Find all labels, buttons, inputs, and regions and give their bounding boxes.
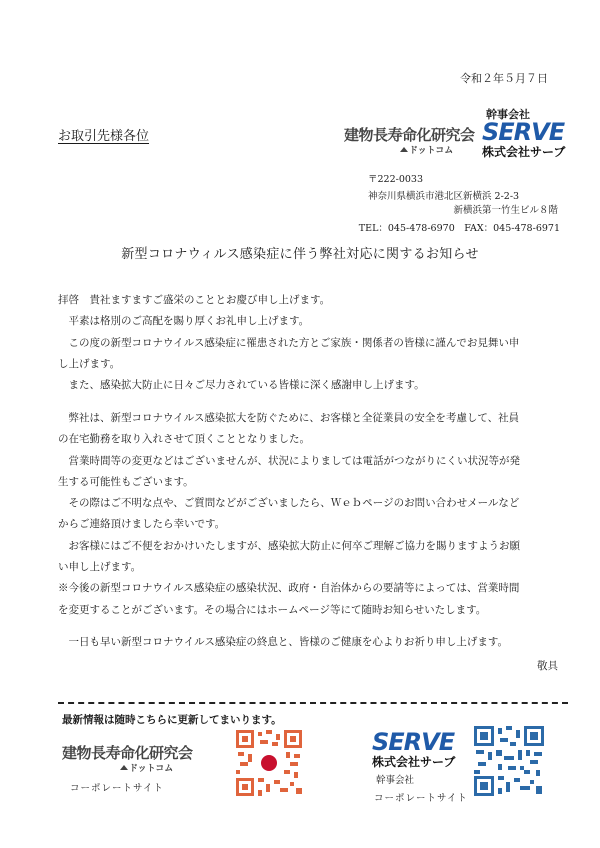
body-line: 平素は格別のご高配を賜り厚くお礼申し上げます。 [58, 315, 310, 328]
footer-org-sub [120, 761, 173, 774]
org-logo-name: 建物長寿命化研究会 [344, 126, 475, 144]
footer-org-sub-text: ドットコム [129, 764, 174, 774]
body-line: し上げます。 [58, 357, 121, 370]
document-date: 令和２年５月７日 [460, 72, 548, 85]
body-line: の在宅勤務を取り入れさせて頂くこととなりました。 [58, 433, 310, 446]
closing-word: 敬具 [537, 660, 558, 672]
body-line: を変更することがございます。その場合にはホームページ等にて随時お知らせいたします。 [58, 603, 487, 616]
org-logo-sub-text: ドットコム [409, 146, 454, 156]
serve-wordmark: SERVE [482, 118, 565, 146]
body-line: お客様にはご不便をおかけいたしますが、感染拡大防止に何卒ご理解ご協力を賜りますようお願 [58, 539, 520, 552]
footer-secretariat-label: 幹事会社 [376, 775, 415, 786]
main-body-block [58, 408, 558, 621]
org-corporate-site-label[interactable]: コーポレートサイト [70, 783, 164, 794]
body-line: 拝啓 貴社ますますご盛栄のこととお慶び申し上げます。 [58, 294, 331, 306]
org-qr-code[interactable] [236, 730, 302, 796]
body-line: からご連絡頂けましたら幸いです。 [58, 518, 226, 531]
footer-divider [58, 702, 568, 704]
address-line2: 新横浜第一竹生ビル８階 [453, 205, 558, 216]
greeting-block [58, 290, 558, 396]
org-logo-sub [400, 143, 453, 156]
house-icon [120, 765, 128, 770]
recipient-heading: お取引先様各位 [58, 129, 150, 144]
body-line: 一日も早い新型コロナウイルス感染症の終息と、皆様のご健康を心よりお祈り申し上げます。 [58, 636, 509, 648]
body-line: 弊社は、新型コロナウイルス感染拡大を防ぐために、お客様と全従業員の安全を考慮して、社員 [58, 412, 520, 424]
serve-qr-code[interactable] [474, 726, 544, 796]
postal-code: 〒222-0033 [368, 174, 424, 185]
footer-serve-wordmark: SERVE [372, 728, 455, 756]
footer-org-name: 建物長寿命化研究会 [62, 744, 193, 762]
update-notice: 最新情報は随時こちらに更新してまいります。 [62, 714, 282, 726]
body-line: 営業時間等の変更などはございませんが、状況によりましては電話がつながりにくい状況等が発 [58, 454, 520, 467]
phone-fax: TEL：045-478-6970 FAX：045-478-6971 [358, 223, 560, 234]
body-line: ※今後の新型コロナウイルス感染症の感染状況、政府・自治体からの要請等によっては、営業時間 [58, 582, 520, 595]
body-line: また、感染拡大防止に日々ご尽力されている皆様に深く感謝申し上げます。 [58, 379, 425, 392]
body-line: 生する可能性もございます。 [58, 475, 194, 488]
secretariat-label: 幹事会社 [486, 108, 530, 121]
body-line: い申し上げます。 [58, 561, 142, 574]
body-line: その際はご不明な点や、ご質問などがございましたら、Ｗｅｂページのお問い合わせメールなど [58, 497, 520, 510]
body-line: この度の新型コロナウイルス感染症に罹患された方とご家族・関係者の皆様に謹んでお見舞い申 [58, 336, 520, 349]
document-title: 新型コロナウィルス感染症に伴う弊社対応に関するお知らせ [121, 247, 479, 262]
address-line1: 神奈川県横浜市港北区新横浜 2-2-3 [368, 191, 520, 202]
house-icon [400, 147, 408, 152]
footer-serve-company: 株式会社サーブ [372, 755, 456, 769]
serve-corporate-site-label[interactable]: コーポレートサイト [374, 793, 468, 804]
closing-paragraph [58, 632, 558, 653]
serve-company-name: 株式会社サーブ [482, 145, 566, 159]
